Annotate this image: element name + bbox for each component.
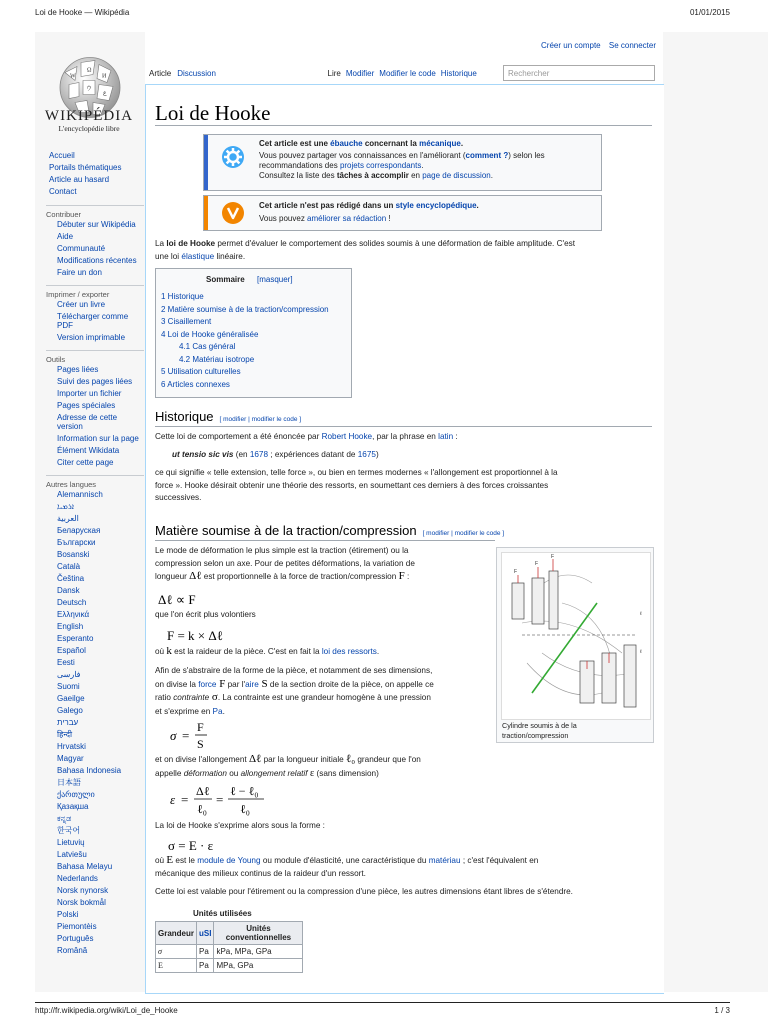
projets-link[interactable]: projets correspondants — [339, 161, 422, 170]
f-symbol: F — [216, 677, 226, 690]
svg-text:S: S — [197, 737, 204, 751]
svg-text:ℓ₀: ℓ₀ — [197, 802, 207, 816]
equation-stress — [168, 718, 228, 752]
hist-text: , par la phrase en — [372, 432, 439, 441]
stub-text: . — [421, 161, 424, 170]
units-header-conventional: Unités conventionnelles — [214, 922, 303, 945]
stub-text: en — [408, 171, 423, 180]
sidebar-item-langue-21[interactable]: Hrvatski — [57, 741, 86, 751]
sidebar-item-langue-6[interactable]: Català — [57, 561, 81, 571]
section-heading-traction — [155, 523, 504, 538]
trac-text: où — [155, 647, 167, 656]
sidebar-item-langue-4[interactable]: Български — [57, 537, 96, 547]
contrainte-italic: contrainte — [173, 693, 210, 702]
loi-ressorts-link[interactable]: loi des ressorts — [321, 647, 377, 656]
modifier-code-link[interactable]: | modifier le code ] — [248, 416, 302, 423]
intro-paragraph — [155, 238, 655, 263]
sidebar-item-langue-36[interactable]: Piemontèis — [57, 921, 97, 931]
tab-article[interactable]: Article — [149, 69, 172, 78]
sidebar-item-langue-23[interactable]: Bahasa Indonesia — [57, 765, 122, 775]
trac-text: par la longueur initiale — [261, 755, 346, 764]
modifier-link[interactable]: [ modifier — [422, 530, 450, 537]
hist-text: successives. — [155, 493, 202, 502]
year-1678-link[interactable]: 1678 — [249, 450, 269, 459]
equation-hooke-law: σ = E · ε — [168, 838, 214, 853]
sidebar-item-langue-12[interactable]: Esperanto — [57, 633, 94, 643]
trac-text: ou module d'élasticité, une caractéristique du — [260, 856, 429, 865]
page-discussion-link[interactable]: page de discussion — [422, 171, 491, 180]
sidebar-item-langue-3[interactable]: Беларуская — [57, 525, 101, 535]
sidebar-item-outils-3[interactable]: Pages spéciales — [57, 400, 116, 410]
sidebar-item-langue-19[interactable]: עברית — [57, 717, 79, 727]
mecanique-link[interactable]: mécanique — [419, 139, 461, 148]
sidebar-item-langue-16[interactable]: Suomi — [57, 681, 80, 691]
pa-link[interactable]: Pa — [212, 706, 223, 716]
intro-text: permet d'évaluer le comportement des solides soumis à une déformation de faible amplitude. C'est — [215, 239, 576, 248]
sidebar-item-outils-7[interactable]: Citer cette page — [57, 458, 114, 467]
wikipedia-tagline: L'encyclopédie libre — [58, 124, 120, 133]
trac-text: est proportionnelle à la force de traction/compression — [201, 572, 399, 581]
sidebar-item-langue-15[interactable]: فارسی — [57, 669, 81, 679]
sidebar-heading-outils: Outils — [46, 350, 144, 365]
traction-paragraph-8: Cette loi est valable pour l'étirement ou la compression d'une pièce, les autres dimensions étant libres de s'étendre. — [155, 887, 573, 896]
historique-heading-text: Historique — [155, 409, 214, 424]
module-young-link[interactable]: module de Young — [197, 856, 261, 865]
stub-text: Consultez la liste des — [259, 171, 337, 180]
toc-list — [161, 291, 329, 391]
sidebar-item-langue-1[interactable]: ܐܪܡܝܐ — [57, 501, 74, 511]
toc-item-2[interactable]: 3 Cisaillement — [161, 317, 212, 326]
sidebar-item-langue-26[interactable]: Қазақша — [57, 801, 89, 811]
style-text: . — [476, 201, 479, 210]
svg-text:F: F — [514, 569, 518, 575]
table-of-contents — [155, 268, 352, 398]
sidebar-item-outils-6[interactable]: Élément Wikidata — [57, 446, 120, 455]
sidebar-item-langue-9[interactable]: Deutsch — [57, 597, 87, 607]
sidebar-item-contribuer-4[interactable]: Faire un don — [57, 268, 102, 277]
latin-quote: ut tensio sic vis — [172, 450, 234, 459]
toc-item-7[interactable]: 6 Articles connexes — [161, 379, 230, 389]
svg-text:ع: ع — [103, 90, 107, 97]
sidebar-item-langue-11[interactable]: English — [57, 621, 84, 631]
sidebar-item-outils-1[interactable]: Suivi des pages liées — [57, 376, 133, 386]
pen-icon — [221, 201, 245, 225]
stub-notice-text — [259, 139, 597, 181]
traction-edit-links — [423, 530, 505, 537]
svg-text:σ: σ — [170, 728, 177, 743]
sidebar-item-langue-2[interactable]: العربية — [57, 513, 79, 523]
units-cell: σ — [156, 945, 197, 959]
svg-text:ℓ₀: ℓ₀ — [240, 802, 250, 816]
sidebar-item-langue-35[interactable]: Polski — [57, 909, 79, 919]
sidebar-item-langue-38[interactable]: Română — [57, 945, 88, 955]
historique-underline — [155, 426, 652, 427]
toc-item-5[interactable]: 4.2 Matériau isotrope — [179, 354, 255, 364]
svg-text:Ω: Ω — [87, 67, 92, 74]
modifier-code-link[interactable]: | modifier le code ] — [451, 530, 505, 537]
trac-text: grandeur que l'on — [355, 755, 421, 764]
units-header-usi[interactable]: uSI — [197, 922, 214, 945]
units-table — [155, 921, 303, 973]
sidebar-item-imprimer-1[interactable]: Télécharger comme PDF — [57, 311, 129, 330]
traction-paragraph-6: La loi de Hooke s'exprime alors sous la forme : — [155, 821, 325, 830]
sidebar-item-imprimer-0[interactable]: Créer un livre — [57, 299, 106, 309]
sidebar-item-contribuer-2[interactable]: Communauté — [57, 244, 106, 253]
traction-underline — [155, 540, 495, 541]
units-header-grandeur: Grandeur — [156, 922, 197, 945]
traction-paragraph-5 — [155, 753, 495, 780]
svg-text:F: F — [551, 554, 555, 560]
trac-text: par l' — [225, 679, 246, 689]
sidebar-item-hasard[interactable]: Article au hasard — [49, 175, 110, 184]
sidebar-item-contribuer-3[interactable]: Modifications récentes — [57, 256, 137, 265]
sidebar-item-langue-18[interactable]: Galego — [57, 705, 83, 715]
toc-item-0[interactable]: 1 Historique — [161, 292, 204, 301]
sidebar-item-langue-31[interactable]: Bahasa Melayu — [57, 861, 113, 871]
stub-text: . — [460, 139, 464, 148]
historique-paragraph-2 — [155, 467, 655, 505]
sidebar-item-langue-37[interactable]: Português — [57, 933, 94, 943]
tab-read[interactable]: Lire — [327, 69, 341, 78]
trac-text: appelle — [155, 768, 184, 778]
svg-text:ε: ε — [170, 792, 176, 807]
intro-bold: loi de Hooke — [166, 239, 216, 248]
svg-text:F: F — [197, 720, 204, 734]
sidebar-item-portails[interactable]: Portails thématiques — [49, 163, 122, 172]
trac-text: : — [404, 572, 410, 581]
table-row — [156, 945, 303, 959]
stub-text: concernant la — [362, 139, 420, 148]
sidebar-item-langue-30[interactable]: Latviešu — [57, 849, 87, 859]
units-table-caption: Unités utilisées — [193, 909, 252, 918]
toc-item-6[interactable]: 5 Utilisation culturelles — [161, 367, 241, 376]
sidebar — [46, 150, 144, 958]
print-header-date: 01/01/2015 — [689, 8, 730, 17]
stub-text: recommandations des — [259, 161, 340, 170]
trac-text: est le — [173, 856, 198, 865]
intro-text: linéaire. — [214, 251, 246, 261]
sidebar-item-contact[interactable]: Contact — [49, 187, 77, 196]
svg-text:Δℓ: Δℓ — [196, 784, 210, 798]
historique-edit-links — [220, 416, 302, 423]
tab-edit-source[interactable]: Modifier le code — [379, 69, 436, 78]
sidebar-item-outils-5[interactable]: Information sur la page — [57, 434, 139, 443]
equation-strain — [168, 782, 278, 818]
units-cell: Pa — [197, 945, 214, 959]
sidebar-main-nav — [49, 150, 144, 198]
stub-text: . — [490, 171, 493, 180]
sidebar-heading-langues: Autres langues — [46, 475, 144, 490]
traction-heading-text: Matière soumise à de la traction/compression — [155, 523, 417, 538]
trac-text: et on divise l'allongement — [155, 755, 249, 764]
comment-link[interactable]: comment ? — [465, 151, 509, 160]
toc-item-1[interactable]: 2 Matière soumise à de la traction/compression — [161, 304, 329, 314]
sidebar-item-langue-25[interactable]: ქართული — [57, 789, 95, 799]
sidebar-item-langue-20[interactable]: हिन्दी — [57, 729, 73, 739]
force-link[interactable]: force — [198, 679, 217, 689]
toc-item-4[interactable]: 4.1 Cas général — [179, 342, 236, 351]
stub-text: ) selon les — [508, 151, 545, 160]
sidebar-item-accueil[interactable]: Accueil — [49, 151, 75, 160]
sidebar-item-langue-22[interactable]: Magyar — [57, 753, 84, 763]
delta-l-symbol: Δℓ — [248, 753, 262, 765]
sidebar-item-langue-27[interactable]: ಕನ್ನಡ — [57, 813, 72, 823]
trac-text: . La contrainte est une grandeur homogène à une pression — [217, 693, 431, 702]
sidebar-item-outils-0[interactable]: Pages liées — [57, 364, 99, 374]
sidebar-item-contribuer-1[interactable]: Aide — [57, 232, 74, 241]
aire-link[interactable]: aire — [245, 679, 259, 689]
equation-proportional: Δℓ ∝ F — [158, 592, 196, 607]
sidebar-item-langue-33[interactable]: Norsk nynorsk — [57, 885, 109, 895]
cylinder-traction-diagram[interactable] — [501, 552, 651, 720]
sidebar-item-langue-32[interactable]: Nederlands — [57, 873, 98, 883]
sidebar-item-langue-29[interactable]: Lietuvių — [57, 837, 85, 847]
ebauche-link[interactable]: ébauche — [330, 139, 363, 148]
personal-tools — [535, 41, 656, 50]
create-account-link[interactable]: Créer un compte — [541, 41, 601, 50]
svg-text:И: И — [102, 73, 107, 80]
hist-text: Cette loi de comportement a été énoncée par — [155, 432, 322, 441]
sidebar-item-langue-24[interactable]: 日本語 — [57, 777, 81, 787]
sidebar-item-langue-34[interactable]: Norsk bokmål — [57, 897, 106, 907]
sigma-symbol: σ — [209, 691, 218, 703]
trac-text: ; c'est l'équivalent en — [460, 856, 539, 865]
trac-text: longueur — [155, 572, 190, 581]
hist-text: : — [453, 432, 458, 441]
robert-hooke-link[interactable]: Robert Hooke — [321, 432, 373, 441]
sidebar-item-langue-13[interactable]: Español — [57, 645, 86, 655]
sidebar-item-langue-8[interactable]: Dansk — [57, 585, 80, 595]
stub-text: Cet article est une — [259, 139, 331, 148]
toc-item-3[interactable]: 4 Loi de Hooke généralisée — [161, 329, 259, 339]
trac-text: (sans dimension) — [314, 768, 379, 778]
sidebar-langues-list — [49, 490, 144, 956]
caption-line-1: Cylindre soumis à de la — [502, 721, 577, 730]
sidebar-outils-list — [49, 365, 144, 468]
year-1675-link[interactable]: 1675 — [357, 450, 376, 459]
namespace-tabs — [146, 62, 219, 85]
trac-text: est la raideur de la pièce. C'est en fait la — [171, 647, 322, 656]
sidebar-item-langue-14[interactable]: Eesti — [57, 657, 75, 667]
traction-paragraph-1 — [155, 545, 495, 584]
table-row — [156, 959, 303, 973]
taches-link[interactable]: tâches à accomplir — [336, 171, 409, 180]
svg-text:F: F — [535, 561, 539, 567]
s-symbol: S — [258, 677, 268, 690]
trac-text: ou — [226, 768, 241, 778]
k-symbol: k — [166, 645, 172, 657]
delta-l-symbol: Δℓ — [189, 570, 202, 582]
hist-text: (en — [233, 450, 250, 459]
print-footer-divider — [35, 1002, 730, 1003]
tab-edit[interactable]: Modifier — [345, 69, 375, 78]
style-text: Vous pouvez — [259, 214, 308, 223]
right-margin-strip — [663, 32, 768, 992]
style-notice-bar — [204, 196, 208, 230]
view-tabs — [325, 62, 479, 84]
allongement-italic: allongement relatif — [240, 768, 308, 778]
sidebar-contribuer-list — [49, 220, 144, 278]
svg-text:=: = — [182, 728, 190, 743]
sidebar-item-langue-0[interactable]: Alemannisch — [57, 489, 103, 499]
trac-text: compression selon un axe. Pour de petites déformations, la variation de — [155, 558, 415, 568]
sidebar-imprimer-list — [49, 300, 144, 343]
figure-caption — [502, 721, 577, 740]
stub-notice-bar — [204, 135, 208, 190]
sidebar-item-outils-4[interactable]: Adresse de cette version — [57, 412, 118, 431]
trac-text: on divise la — [155, 679, 199, 689]
trac-text: Afin de s'abstraire de la forme de la pièce, et notamment de ses dimensions, — [155, 666, 433, 675]
print-header-title: Loi de Hooke — Wikipédia — [35, 8, 130, 17]
tab-history[interactable]: Historique — [440, 69, 477, 78]
trac-text: Le mode de déformation le plus simple est la traction (étirement) ou la — [155, 546, 409, 555]
traction-paragraph-7 — [155, 854, 655, 880]
svg-text:ℓ: ℓ — [640, 611, 642, 617]
historique-quote — [172, 449, 652, 462]
svg-text:ℓ: ℓ — [640, 649, 642, 655]
svg-text:=: = — [216, 792, 224, 807]
sidebar-item-langue-7[interactable]: Čeština — [57, 573, 85, 583]
toc-title: Sommaire — [206, 275, 245, 284]
hist-text: ; expériences datant de — [268, 450, 358, 459]
toc-toggle[interactable]: [masquer] — [257, 275, 293, 284]
print-footer-page: 1 / 3 — [714, 1006, 730, 1015]
intro-text: une loi — [155, 251, 182, 261]
style-encyclopedique-link[interactable]: style encyclopédique — [395, 201, 477, 210]
elastique-link[interactable]: élastique — [181, 251, 215, 261]
sidebar-item-langue-17[interactable]: Gaeilge — [57, 693, 85, 703]
deformation-italic: déformation — [183, 768, 227, 778]
trac-text: où — [155, 856, 167, 865]
latin-link[interactable]: latin — [438, 432, 454, 441]
modifier-link[interactable]: [ modifier — [219, 416, 247, 423]
page-title: Loi de Hooke — [155, 101, 271, 125]
sidebar-item-langue-5[interactable]: Bosanski — [57, 549, 90, 559]
equation-hooke-spring: F = k × Δℓ — [167, 628, 223, 643]
trac-text: de la section droite de la pièce, on appelle ce — [267, 679, 434, 689]
units-cell: kPa, MPa, GPa — [214, 945, 303, 959]
sidebar-item-contribuer-0[interactable]: Débuter sur Wikipédia — [57, 220, 136, 229]
traction-paragraph-2: que l'on écrit plus volontiers — [155, 610, 256, 619]
style-text: Cet article n'est pas rédigé dans un — [259, 201, 396, 210]
section-heading-historique — [155, 409, 301, 424]
login-link[interactable]: Se connecter — [608, 41, 656, 50]
sidebar-item-imprimer-2[interactable]: Version imprimable — [57, 333, 126, 342]
l0-symbol: ℓ₀ — [345, 753, 356, 765]
units-cell: E — [156, 959, 197, 973]
sidebar-item-langue-28[interactable]: 한국어 — [57, 825, 81, 835]
sidebar-heading-imprimer: Imprimer / exporter — [46, 285, 144, 300]
traction-figure — [496, 547, 654, 743]
style-notice-text — [259, 201, 597, 224]
hist-text: ) — [375, 450, 379, 459]
caption-line-2: traction/compression — [502, 730, 569, 740]
search-input[interactable]: Rechercher — [503, 65, 655, 81]
wikipedia-wordmark: WIKIPÉDIA — [44, 108, 134, 124]
stub-notice — [203, 134, 602, 191]
trac-text: ratio — [155, 693, 174, 702]
materiau-link[interactable]: matériau — [428, 856, 461, 865]
e-symbol: E — [166, 854, 174, 866]
traction-paragraph-3 — [155, 645, 495, 659]
trac-text: et s'exprime en — [155, 706, 213, 716]
tab-discussion[interactable]: Discussion — [177, 69, 216, 78]
svg-text:=: = — [181, 792, 189, 807]
svg-text:ℓ − ℓ₀: ℓ − ℓ₀ — [230, 784, 259, 798]
intro-text: La — [155, 239, 167, 248]
stub-text: Vous pouvez partager vos connaissances en l'améliorant ( — [259, 151, 466, 160]
svg-text:W: W — [70, 73, 76, 80]
units-cell: Pa — [197, 959, 214, 973]
epsilon-symbol: ε — [307, 767, 315, 779]
traction-paragraph-4 — [155, 664, 495, 718]
style-notice — [203, 195, 602, 231]
ameliorer-redaction-link[interactable]: améliorer sa rédaction — [307, 214, 387, 223]
sidebar-item-langue-10[interactable]: Ελληνικά — [57, 609, 90, 619]
sidebar-heading-contribuer: Contribuer — [46, 205, 144, 220]
historique-paragraph-1 — [155, 431, 655, 444]
f-symbol: F — [398, 570, 405, 582]
hist-text: ce qui signifie « telle extension, telle force », ou bien en termes modernes « l'allongement est proportionnel à la — [155, 468, 558, 477]
trac-text: mécanique des milieux continus de la raideur d'un ressort. — [155, 868, 366, 878]
style-text: ! — [386, 214, 391, 223]
trac-text: . — [376, 647, 380, 656]
title-underline — [155, 125, 652, 126]
sidebar-item-outils-2[interactable]: Importer un fichier — [57, 388, 122, 398]
gear-icon — [221, 145, 245, 169]
units-cell: MPa, GPa — [214, 959, 303, 973]
svg-text:ウ: ウ — [86, 86, 93, 93]
trac-text: . — [222, 706, 225, 716]
print-footer-url: http://fr.wikipedia.org/wiki/Loi_de_Hooke — [35, 1006, 178, 1015]
hist-text: force ». Hooke désirait obtenir une théorie des ressorts, en soumettant ces derniers à des forces croissantes — [155, 480, 549, 490]
